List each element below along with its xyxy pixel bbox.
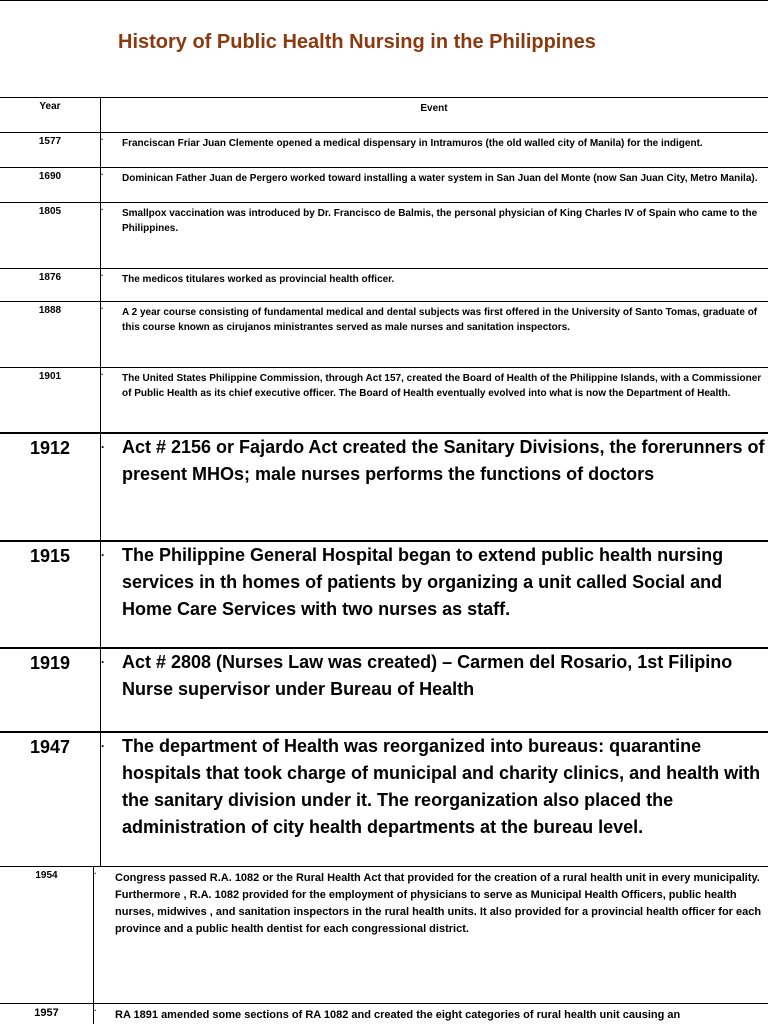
row-event: The Philippine General Hospital began to extend public health nursing services in th homes of patients by organizing a unit called Social and Home Care Services with two nurses as staff. [122, 545, 724, 619]
table-row [0, 866, 768, 1003]
row-event: RA 1891 amended some sections of RA 1082 and created the eight categories of rural health unit causing an [115, 1009, 681, 1021]
bullet-icon: · [94, 869, 97, 878]
table-row [0, 202, 768, 268]
bullet-icon: · [101, 370, 104, 379]
row-year: 1919 [29, 653, 71, 673]
event-column-header: Event [420, 103, 448, 114]
bullet-icon: · [101, 440, 105, 454]
bullet-icon: · [101, 655, 105, 669]
bullet-icon: · [101, 205, 104, 214]
column-divider [93, 867, 94, 1003]
table-row [0, 647, 768, 731]
bullet-icon: · [94, 1006, 97, 1015]
table-row [0, 132, 768, 167]
row-year: 1912 [29, 438, 71, 458]
bullet-icon: · [101, 135, 104, 144]
row-year: 1577 [38, 136, 62, 147]
table-row [0, 367, 768, 432]
row-year: 1888 [38, 305, 62, 316]
bullet-icon: · [101, 170, 104, 179]
table-row [0, 268, 768, 301]
row-event: Dominican Father Juan de Pergero worked toward installing a water system in San Juan del Monte (now San Juan City, Metro Manila). [122, 173, 758, 184]
row-event: Smallpox vaccination was introduced by Dr. Francisco de Balmis, the personal physician of King Charles IV of Spain who came to the Philippines. [122, 208, 758, 234]
row-event: The United States Philippine Commission, through Act 157, created the Board of Health of the Philippine Islands, with a Commissioner of Public Health as its chief executive officer. The Board of Health eventually evolved into what is now the Department of Health. [122, 373, 762, 399]
table-row [0, 167, 768, 202]
row-event: Franciscan Friar Juan Clemente opened a medical dispensary in Intramuros (the old walled city of Manila) for the indigent. [122, 138, 703, 149]
row-event: Congress passed R.A. 1082 or the Rural Health Act that provided for the creation of a rural health unit in every municipality. Furthermore , R.A. 1082 provided for the employment of physicians to serve as Municipal Health Officers, public health nurses, midwives , and sanitation inspectors in the rural health units. It also provided for a provincial health officer for each province and a public health dentist for each congressional district. [115, 872, 762, 935]
row-event: Act # 2808 (Nurses Law was created) – Carmen del Rosario, 1st Filipino Nurse supervisor under Bureau of Health [122, 652, 733, 699]
table-row [0, 1003, 768, 1024]
table-row [0, 432, 768, 540]
row-event: Act # 2156 or Fajardo Act created the Sanitary Divisions, the forerunners of present MHOs; male nurses performs the functions of doctors [122, 437, 765, 484]
row-year: 1805 [38, 206, 62, 217]
row-event: The department of Health was reorganized into bureaus: quarantine hospitals that took charge of municipal and charity clinics, and health with the sanitary division under it. The reorganization also placed the administration of city health departments at the bureau level. [122, 736, 761, 837]
table-row [0, 301, 768, 367]
row-year: 1915 [29, 546, 71, 566]
bullet-icon: · [101, 271, 104, 280]
bullet-icon: · [101, 739, 105, 753]
table-row [0, 731, 768, 866]
bullet-icon: · [101, 304, 104, 313]
row-year: 1901 [38, 371, 62, 382]
year-column-header: Year [39, 101, 61, 112]
row-year: 1957 [34, 1007, 59, 1019]
table-header [0, 97, 768, 132]
bullet-icon: · [101, 548, 105, 562]
row-event: The medicos titulares worked as provincial health officer. [122, 274, 395, 285]
title-area [0, 0, 768, 97]
table-row [0, 540, 768, 647]
row-year: 1954 [35, 870, 58, 881]
row-year: 1947 [29, 737, 71, 757]
row-year: 1876 [38, 272, 62, 283]
row-event: A 2 year course consisting of fundamental medical and dental subjects was first offered in the University of Santo Tomas, graduate of this course known as cirujanos ministrantes served as male nurses and sanitation inspectors. [122, 307, 758, 333]
row-year: 1690 [38, 171, 62, 182]
page-title: History of Public Health Nursing in the Philippines [118, 31, 596, 53]
